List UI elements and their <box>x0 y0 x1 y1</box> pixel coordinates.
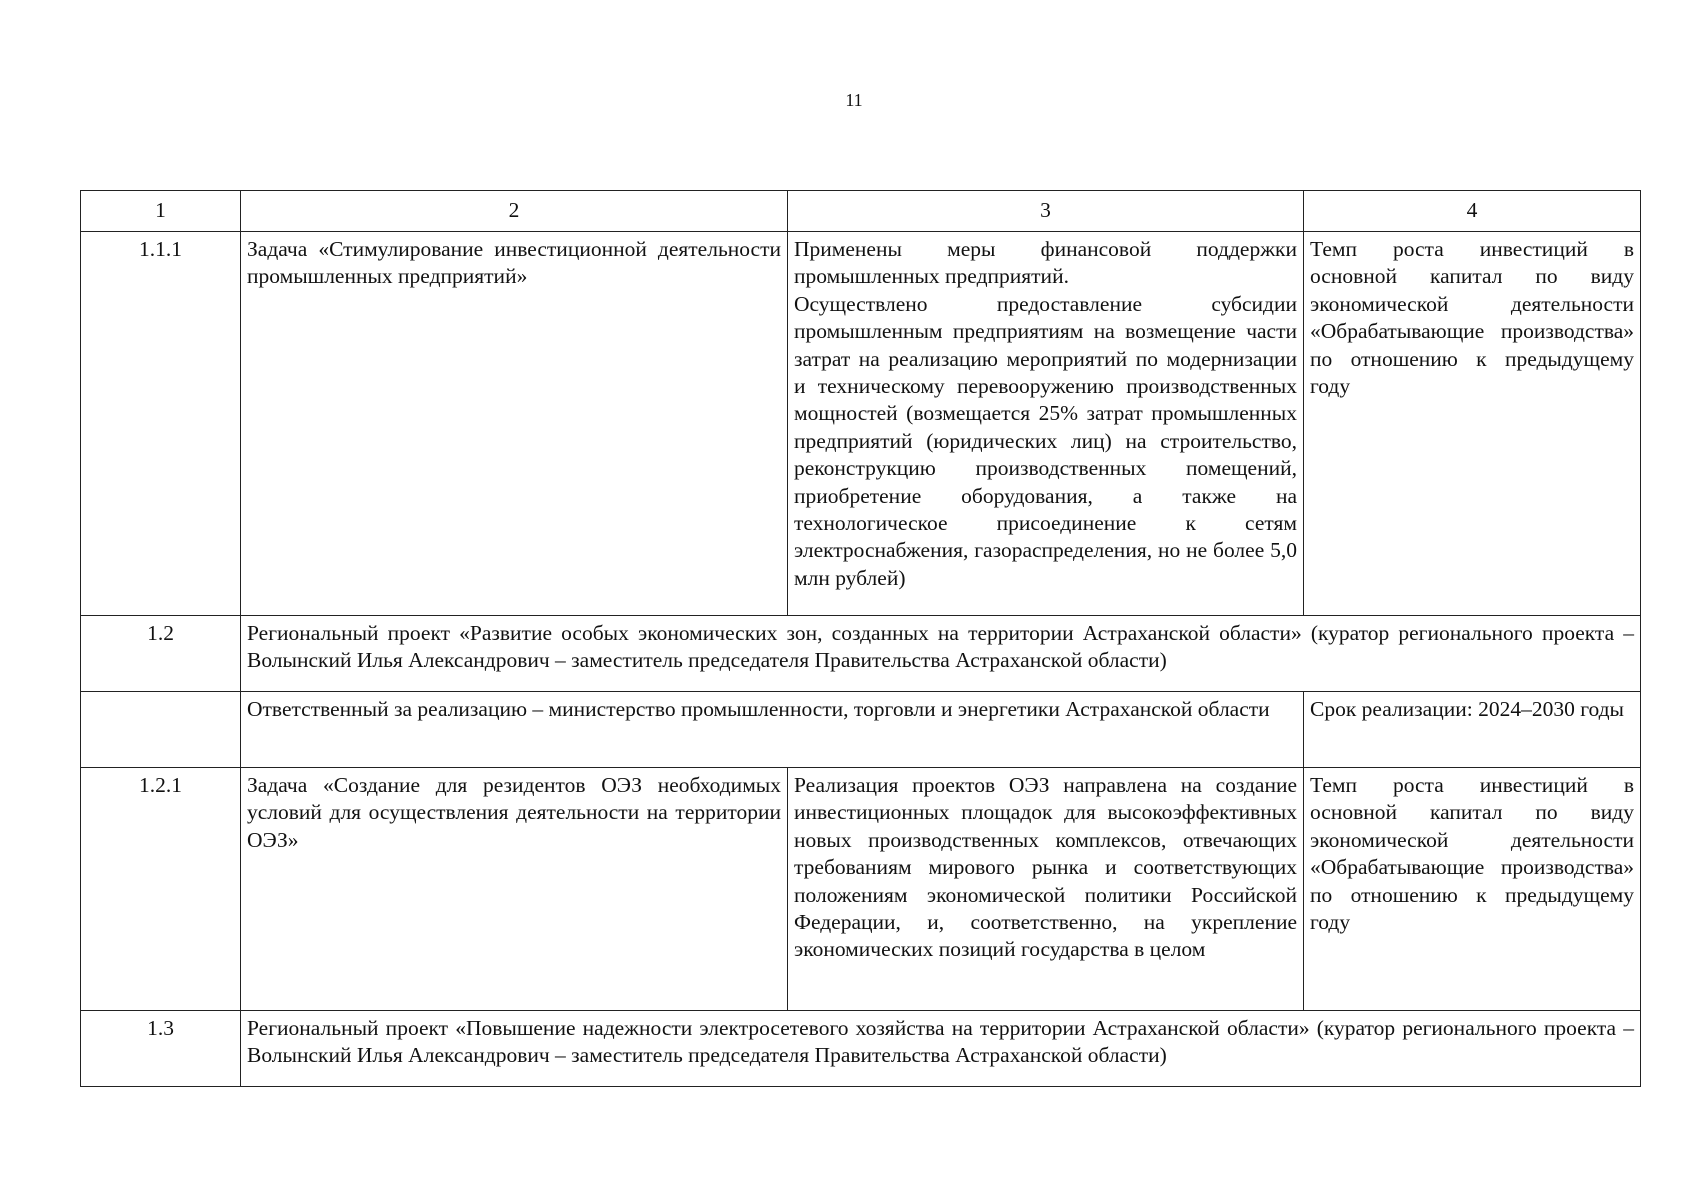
result-cell: Реализация проектов ОЭЗ направлена на создание инвестиционных площадок для высокоэффективных новых производственных комплексов, отвечающих требованиям мирового рынка и соответствующих положениям экономической политики Российской Федерации, и, соответственно, на укрепление экономических позиций государства в целом <box>788 768 1304 1011</box>
table-row <box>81 232 1641 616</box>
result-paragraph: Применены меры финансовой поддержки промышленных предприятий. <box>794 237 1297 289</box>
row-number: 1.2 <box>81 616 241 692</box>
term-cell: Срок реализации: 2024–2030 годы <box>1304 692 1641 768</box>
header-col-1: 1 <box>81 191 241 232</box>
header-col-4: 4 <box>1304 191 1641 232</box>
header-row <box>81 191 1641 232</box>
task-cell: Задача «Стимулирование инвестиционной деятельности промышленных предприятий» <box>241 232 788 616</box>
regional-project-cell: Региональный проект «Развитие особых экономических зон, созданных на территории Астраханской области» (куратор регионального проекта – Волынский Илья Александрович – заместитель председателя Правительства Астраханской области) <box>241 616 1641 692</box>
responsible-cell: Ответственный за реализацию – министерство промышленности, торговли и энергетики Астраханской области <box>241 692 1304 768</box>
row-number: 1.2.1 <box>81 768 241 1011</box>
indicator-cell: Темп роста инвестиций в основной капитал по виду экономической деятельности «Обрабатывающие производства» по отношению к предыдущему году <box>1304 768 1641 1011</box>
empty-cell <box>81 692 241 768</box>
result-cell <box>788 232 1304 616</box>
page-number: 11 <box>845 90 863 110</box>
row-number: 1.3 <box>81 1011 241 1087</box>
table-row <box>81 692 1641 768</box>
program-table <box>80 190 1641 1087</box>
task-cell: Задача «Создание для резидентов ОЭЗ необходимых условий для осуществления деятельности на территории ОЭЗ» <box>241 768 788 1011</box>
row-number: 1.1.1 <box>81 232 241 616</box>
regional-project-cell: Региональный проект «Повышение надежности электросетевого хозяйства на территории Астраханской области» (куратор регионального проекта – Волынский Илья Александрович – заместитель председателя Правительства Астраханской области) <box>241 1011 1641 1087</box>
result-paragraph: Осуществлено предоставление субсидии промышленным предприятиям на возмещение части затрат на реализацию мероприятий по модернизации и техническому перевооружению производственных мощностей (возмещается 25% затрат промышленных предприятий (юридических лиц) на строительство, реконструкцию производственных помещений, приобретение оборудования, а также на технологическое присоединение к сетям электроснабжения, газораспределения, но не более 5,0 млн рублей) <box>794 291 1297 590</box>
table-row <box>81 1011 1641 1087</box>
header-col-2: 2 <box>241 191 788 232</box>
table-row <box>81 616 1641 692</box>
indicator-cell: Темп роста инвестиций в основной капитал по виду экономической деятельности «Обрабатывающие производства» по отношению к предыдущему году <box>1304 232 1641 616</box>
header-col-3: 3 <box>788 191 1304 232</box>
table-row <box>81 768 1641 1011</box>
